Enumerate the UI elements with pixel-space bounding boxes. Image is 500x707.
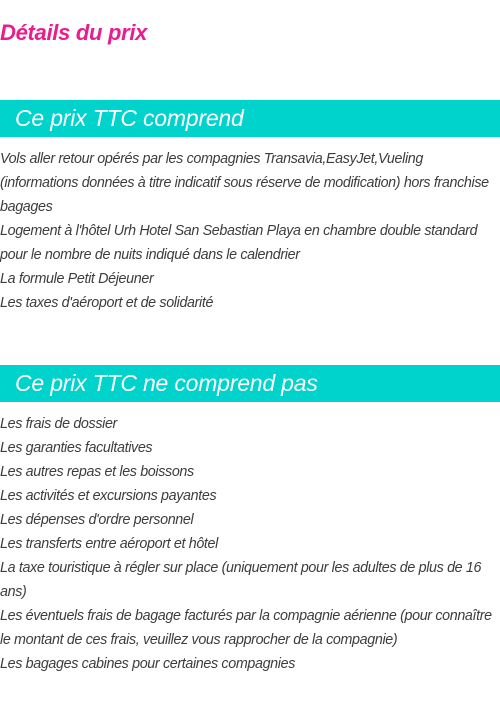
included-list [0, 147, 500, 315]
list-item: Les dépenses d'ordre personnel [0, 512, 194, 528]
list-item: La taxe touristique à régler sur place (uniquement pour les adultes de plus de 16 ans) [0, 560, 482, 600]
excluded-section-header: Ce prix TTC ne comprend pas [0, 365, 500, 402]
list-item: Les autres repas et les boissons [0, 464, 194, 480]
list-item: Les taxes d'aéroport et de solidarité [0, 295, 214, 311]
list-item: Les frais de dossier [0, 416, 117, 432]
list-item: Vols aller retour opérés par les compagnies Transavia,EasyJet,Vueling (informations données à titre indicatif sous réserve de modification) hors franchise bagages [0, 151, 489, 215]
list-item: Les garanties facultatives [0, 440, 153, 456]
page-title: Détails du prix [0, 20, 148, 45]
list-item: Logement à l'hôtel Urh Hotel San Sebastian Playa en chambre double standard pour le nombre de nuits indiqué dans le calendrier [0, 223, 478, 263]
list-item: Les bagages cabines pour certaines compagnies [0, 656, 296, 672]
list-item: Les activités et excursions payantes [0, 488, 217, 504]
list-item: Les transferts entre aéroport et hôtel [0, 536, 218, 552]
included-section-header: Ce prix TTC comprend [0, 100, 500, 137]
list-item: Les éventuels frais de bagage facturés par la compagnie aérienne (pour connaître le montant de ces frais, veuillez vous rapprocher de la compagnie) [0, 608, 492, 648]
list-item: La formule Petit Déjeuner [0, 271, 154, 287]
excluded-list [0, 412, 500, 676]
